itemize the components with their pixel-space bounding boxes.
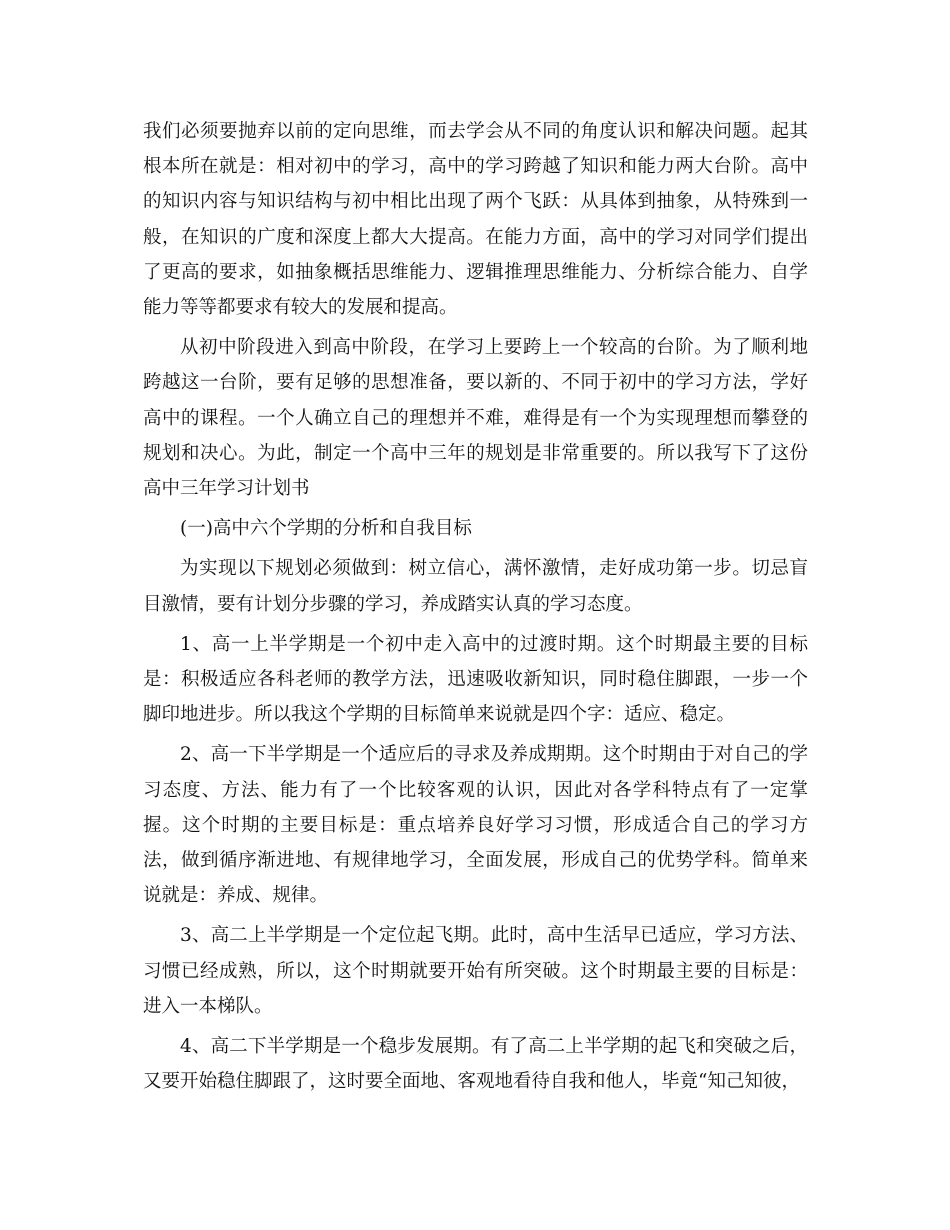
paragraph-7: 4、高二下半学期是一个稳步发展期。有了高二上半学期的起飞和突破之后，又要开始稳住脚跟了，这时要全面地、客观地看待自我和他人，毕竟“知己知彼，: [143, 1036, 808, 1093]
paragraph-4: 1、高一上半学期是一个初中走入高中的过渡时期。这个时期最主要的目标是：积极适应各科老师的教学方法，迅速吸收新知识，同时稳住脚跟，一步一个脚印地进步。所以我这个学期的目标简单来说就是四个字：适应、稳定。: [143, 633, 808, 726]
paragraph-2: 从初中阶段进入到高中阶段，在学习上要跨上一个较高的台阶。为了顺利地跨越这一台阶，要有足够的思想准备，要以新的、不同于初中的学习方法，学好高中的课程。一个人确立自己的理想并不难，难得是有一个为实现理想而攀登的规划和决心。为此，制定一个高中三年的规划是非常重要的。所以我写下了这份高中三年学习计划书: [143, 337, 808, 500]
paragraph-5: 2、高一下半学期是一个适应后的寻求及养成期期。这个时期由于对自己的学习态度、方法、能力有了一个比较客观的认识，因此对各学科特点有了一定掌握。这个时期的主要目标是：重点培养良好学习习惯，形成适合自己的学习方法，做到循序渐进地、有规律地学习，全面发展，形成自己的优势学科。简单来说就是：养成、规律。: [143, 744, 808, 907]
document-body: [143, 114, 808, 1104]
paragraph-1: 我们必须要抛弃以前的定向思维，而去学会从不同的角度认识和解决问题。起其根本所在就是：相对初中的学习，高中的学习跨越了知识和能力两大台阶。高中的知识内容与知识结构与初中相比出现了两个飞跃：从具体到抽象，从特殊到一般，在知识的广度和深度上都大大提高。在能力方面，高中的学习对同学们提出了更高的要求，如抽象概括思维能力、逻辑推理思维能力、分析综合能力、自学能力等等都要求有较大的发展和提高。: [143, 121, 808, 319]
section-heading: (一)高中六个学期的分析和自我目标: [180, 518, 472, 540]
paragraph-3: 为实现以下规划必须做到：树立信心，满怀激情，走好成功第一步。切忌盲目激情，要有计划分步骤的学习，养成踏实认真的学习态度。: [143, 558, 808, 615]
paragraph-6: 3、高二上半学期是一个定位起飞期。此时，高中生活早已适应，学习方法、习惯已经成熟，所以，这个时期就要开始有所突破。这个时期最主要的目标是：进入一本梯队。: [143, 925, 808, 1017]
